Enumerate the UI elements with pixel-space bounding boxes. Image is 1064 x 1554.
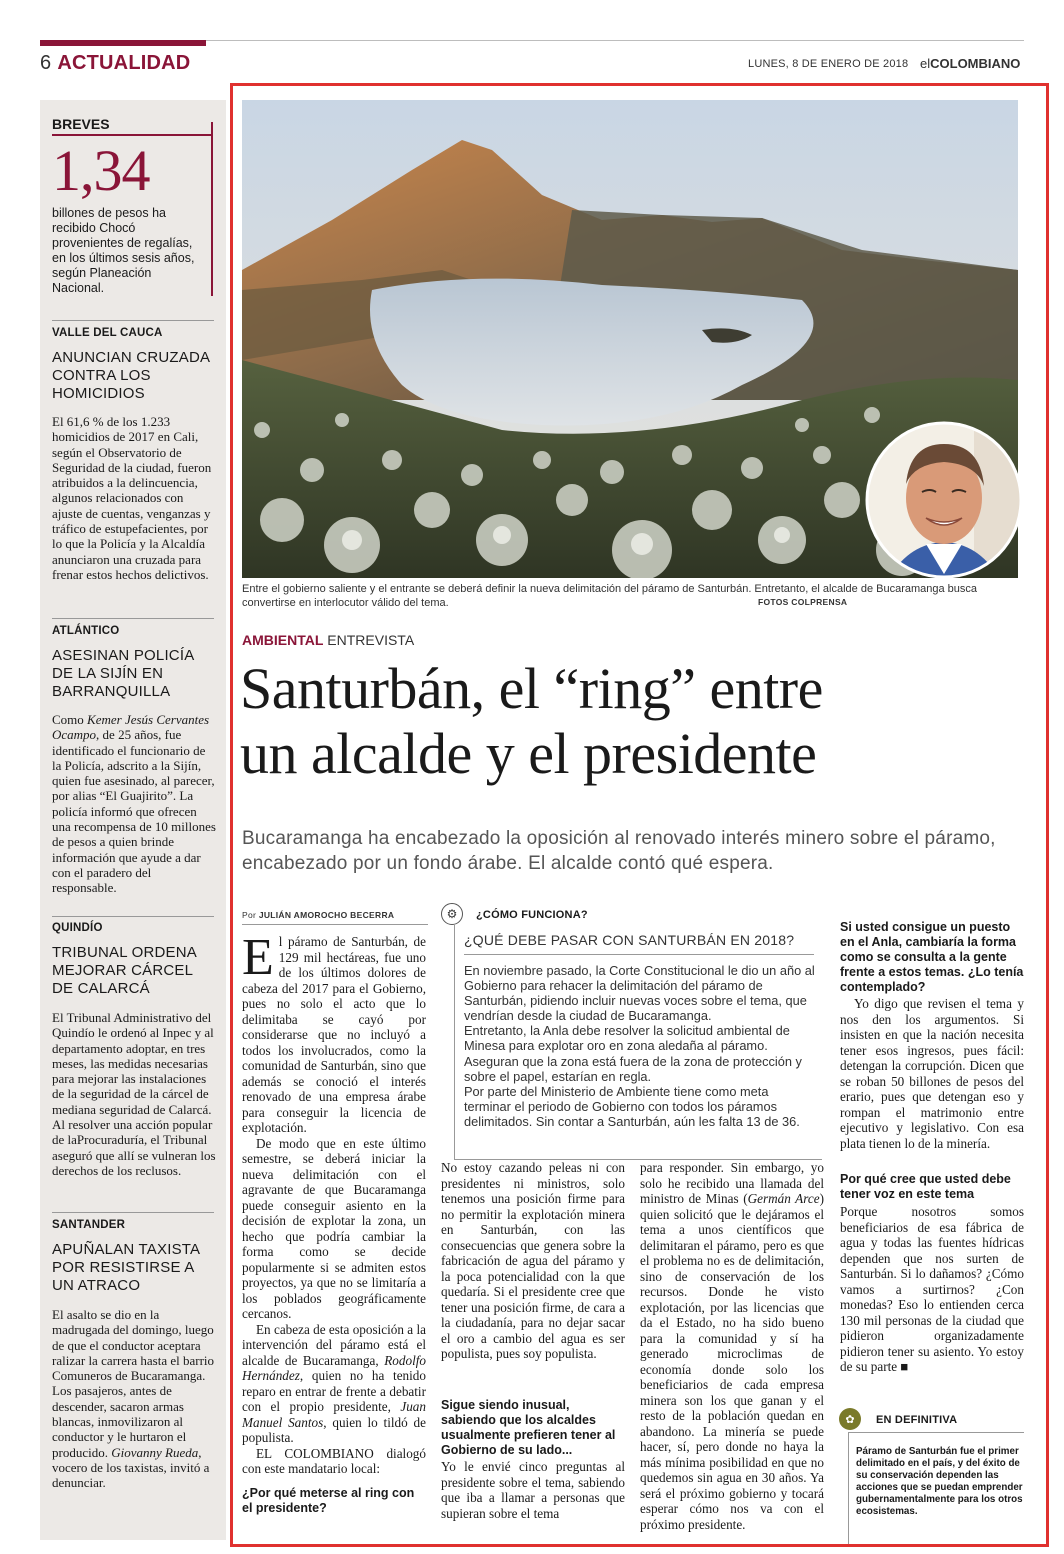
breves-vertical-rule xyxy=(211,122,213,296)
byline-rule xyxy=(242,924,428,925)
article-column-4-cont xyxy=(840,1204,1024,1375)
kicker-type: ENTREVISTA xyxy=(327,632,415,648)
section-label xyxy=(40,52,190,75)
paragraph-text: , quien no ha tenido reparo en entrar de frente a debatir con el propio presidente, xyxy=(242,1368,426,1414)
article-subhead: Bucaramanga ha encabezado la oposición al renovado interés minero sobre el páramo, encabezado por un fondo árabe. El alcalde contó qué espera. xyxy=(242,828,996,874)
breves-title: BREVES xyxy=(52,116,110,132)
issue-date: LUNES, 8 DE ENERO DE 2018 xyxy=(748,58,909,70)
paragraph-text: l páramo de Santurbán, de 129 mil hectáreas, fue uno de los últimos dolores de cabeza del 2017 para el Gobierno, pues no solo el acto que lo delimitaba se cayó por considerarse que no incluyó a todos los involucrados, como la comunidad de Santurbán, sino que además se conoció el interés renovado de una empresa árabe para conseguir la licencia de explotación. xyxy=(242,934,426,1135)
article-paragraph: EL COLOMBIANO dialogó con este mandatario local: xyxy=(242,1445,426,1476)
paragraph-text: ) quien solicitó que le dejáramos el tema a unos científicos que delimitaran el páramo, pero es que el problema no es de delimitación, sino de conservación de los recursos. Donde he visto explotación, por las licencias que da el Estado, no ha sido bueno para la comunidad y sí ha generado microclimas de economía donde solo los beneficiarios de cada empresa minera son los que ganan y el resto de la población quedan en abandono. La minería se puede hacer, sí, pero donde no haya la más mínima posibilidad en que no quedemos sin agua en 30 años. Ya será el próximo gobierno y tocará esperar cómo nos va con el próximo presidente. xyxy=(640,1191,824,1532)
breves-big-number-text: billones de pesos ha recibido Chocó provenientes de regalías, en los últimos sesis años, según Planeación Nacional. xyxy=(52,206,195,295)
dropcap: E xyxy=(242,929,274,986)
sidebar-divider xyxy=(52,916,214,917)
section-accent-bar xyxy=(40,40,206,46)
portrait-illustration xyxy=(864,414,1020,588)
brief-region: ATLÁNTICO xyxy=(52,625,120,637)
how-box-paragraph: Entretanto, la Anla debe resolver la solicitud ambiental de Minesa para explotar oro en zona aledaña al páramo. Aseguran que la zona está fuera de la zona de protección y sobre el papel, estarían en regla. xyxy=(464,1023,802,1084)
article-paragraph: Yo le envié cinco preguntas al presidente sobre el tema, sabiendo que iba a llamar a personas que supieran sobre el tema xyxy=(441,1459,625,1521)
paper-name xyxy=(920,56,1020,71)
gears-icon: ⚙ xyxy=(441,903,463,925)
brief-body-text: , de 25 años, fue identificado el funcionario de la Policía, adscrito a la Sijín, quien fue asesinado, al parecer, por alias “El Guajirito”. La policía informó que ofrecen una recompensa de 10 millones de pesos a quien brinde información que ayude a dar con el paradero del responsable. xyxy=(52,727,216,896)
article-headline xyxy=(240,656,1020,786)
brief-region: SANTANDER xyxy=(52,1219,126,1231)
paragraph-text: En cabeza de esta oposición a la intervención del páramo está el alcalde de Bucaramanga, xyxy=(242,1321,426,1368)
interview-question: ¿Por qué meterse al ring con el presidente? xyxy=(242,1486,415,1515)
article-paragraph xyxy=(640,1160,824,1532)
dots-flower-icon: ✿ xyxy=(839,1408,861,1430)
def-box-vertical-rule xyxy=(848,1432,849,1544)
brief-headline: APUÑALAN TAXISTA POR RESISTIRSE A UN ATRACO xyxy=(52,1241,200,1294)
photo-credit: FOTOS COLPRENSA xyxy=(758,597,848,607)
article-column-1 xyxy=(242,929,426,1477)
breves-rule xyxy=(52,134,212,136)
brief-region: VALLE DEL CAUCA xyxy=(52,327,163,339)
interview-question: Sigue siendo inusual, sabiendo que los alcaldes usualmente prefieren tener al Gobierno de su lado... xyxy=(441,1398,616,1457)
breves-big-number: 1,34 xyxy=(52,138,150,203)
person-name: Rodolfo Hernández xyxy=(242,1352,426,1383)
brief-body-text: Como xyxy=(52,712,88,727)
article-column-3 xyxy=(640,1160,824,1532)
paragraph-text: para responder. Sin embargo, yo solo he recibido una llamada del ministro de Minas ( xyxy=(640,1160,824,1206)
article-column-4 xyxy=(840,996,1024,1151)
interview-question: Si usted consigue un puesto en el Anla, cambiaría la forma como se consulta a la gente frente a estos temas. ¿Lo tenía contemplado? xyxy=(840,920,1024,994)
sidebar-divider xyxy=(52,618,214,619)
section-name: ACTUALIDAD xyxy=(57,52,191,74)
brief-body-name: Giovanny Rueda xyxy=(111,1444,199,1460)
brief-body: El 61,6 % de los 1.233 homicidios de 2017 en Cali, según el Observatorio de Seguridad de la ciudad, fueron atribuidos a la delincuencia, algunos relacionados con ajuste de cuentas, venganzas y tráfico de estupefacientes, por lo que la Policía y la Alcaldía anunciaron una cruzada para frenar estos hechos delictivos. xyxy=(52,414,212,582)
article-paragraph: No estoy cazando peleas ni con presidentes ni ministros, solo tenemos una posición firme para no permitir la explotación minera en Santurbán, con las consecuencias que genera sobre la fabricación de agua del páramo y la poca potencialidad con la que quedaría. Si el presidente cree que tener una posición firme, de cara a la ciudadanía, para no dejar sacar el oro a cambio del agua es ser populista, pues soy populista. xyxy=(441,1160,625,1361)
mayor-portrait xyxy=(864,414,1020,588)
article-paragraph xyxy=(840,1204,1024,1375)
brief-body: El Tribunal Administrativo del Quindío le ordenó al Inpec y al departamento adoptar, en tres meses, las medidas necesarias para mejorar las instalaciones de la seguridad de la cárcel de mediana seguridad de Calarcá. Al resolver una acción popular de laProcuraduría, el Tribunal aseguró que allí se vulneran los derechos de los reclusos. xyxy=(52,1010,216,1178)
how-box-title: ¿QUÉ DEBE PASAR CON SANTURBÁN EN 2018? xyxy=(464,932,795,948)
paragraph-text: , quien lo tildó de populista. xyxy=(242,1414,426,1445)
kicker-category: AMBIENTAL xyxy=(242,632,324,648)
article-paragraph: De modo que en este último semestre, se deberá iniciar la nueva delimitación con el agravante de que Bucaramanga puede conseguir asiento en la decisión de explotar la zona, un hecho que podría cambiar la forma como se decide popularmente si se admiten estos proyectos, ya que no se limitaría a los poblados geográficamente cercanos. xyxy=(242,1135,426,1321)
brief-body-name: Kemer Jesús Cervantes Ocampo xyxy=(52,712,210,743)
brief-region: QUINDÍO xyxy=(52,922,103,934)
brief-body xyxy=(52,712,216,896)
how-box-paragraph: Por parte del Ministerio de Ambiente tiene como meta terminar el periodo de Gobierno con todos los páramos delimitados. Sin contar a Santurbán, aún les falta 13 de 36. xyxy=(464,1083,800,1129)
article-column-2 xyxy=(441,1160,625,1362)
byline-author: JULIÁN AMOROCHO BECERRA xyxy=(258,910,395,920)
article-paragraph xyxy=(242,929,426,1136)
brief-body-text: El asalto se dio en la madrugada del domingo, luego de que el conductor aceptara ralizar la carrera hasta el barrio Comuneros de Bucaramanga. Los pasajeros, antes de descender, sacaron armas blancas, inmovilizaron al conductor y le hurtaron el producido. xyxy=(52,1307,215,1460)
sidebar-divider xyxy=(52,320,214,321)
brief-body xyxy=(52,1307,216,1491)
paragraph-text: Porque nosotros somos beneficiarios de esa fábrica de agua y todas las fuentes hídricas dependen que nos surten de Santurbán. Si lo dañamos? ¿Cómo vamos a surtirnos? ¿Con monedas? Eso lo entienden cerca 130 mil personas de la ciudad que pidieron organizadamente pidieron tener su asiento. Yo estoy de su parte xyxy=(840,1204,1024,1374)
headline-line: un alcalde y el presidente xyxy=(240,721,817,786)
end-mark: ■ xyxy=(900,1359,909,1374)
brief-body-text: , vocero de los taxistas, invitó a denunciar. xyxy=(52,1444,210,1491)
article-paragraph xyxy=(242,1322,426,1446)
paper-name-prefix: el xyxy=(920,56,931,71)
article-column-2-cont xyxy=(441,1459,625,1521)
sidebar-divider xyxy=(52,1212,214,1213)
byline xyxy=(242,910,394,920)
brief-headline: TRIBUNAL ORDENA MEJORAR CÁRCEL DE CALARCÁ xyxy=(52,944,197,997)
person-name: Juan Manuel Santos xyxy=(242,1399,426,1430)
paper-name-main: COLOMBIANO xyxy=(930,56,1021,71)
breves-sidebar xyxy=(40,100,226,1540)
how-box-paragraph: En noviembre pasado, la Corte Constitucional le dio un año al Gobierno para rehacer la delimitación del páramo de Santurbán, pidiendo incluir nuevas voces sobre el tema, que vendrían desde la ciudad de Bucaramanga. xyxy=(464,963,815,1024)
how-box-label: ¿CÓMO FUNCIONA? xyxy=(476,909,588,921)
person-name: Germán Arce xyxy=(747,1191,820,1206)
def-box-text: Páramo de Santurbán fue el primer delimitado en el país, y del éxito de su conservación dependen las acciones que se puedan emprender gubernamentalmente para los otros ecosistemas. xyxy=(856,1446,1023,1517)
def-box-rule xyxy=(848,1432,1024,1433)
byline-prefix: Por xyxy=(242,910,257,920)
brief-headline: ASESINAN POLICÍA DE LA SIJÍN EN BARRANQUILLA xyxy=(52,647,194,700)
interview-question: Por qué cree que usted debe tener voz en este tema xyxy=(840,1172,1011,1201)
brief-headline: ANUNCIAN CRUZADA CONTRA LOS HOMICIDIOS xyxy=(52,349,210,402)
how-box-text xyxy=(464,963,816,1129)
def-box-label: EN DEFINITIVA xyxy=(876,1414,958,1426)
article-paragraph: Yo digo que revisen el tema y nos den los argumentos. Si insisten en que la nación necesita tener esos ingresos, pues fácil: detengan la corrupción. Dicen que se roban 50 billones de pesos del erario, pues que detengan eso y rompan el matrimonio entre ejecutivo y legislativo. Con esa plata tienen lo de la minería. xyxy=(840,996,1024,1151)
headline-line: Santurbán, el “ring” entre xyxy=(240,656,823,721)
article-kicker xyxy=(242,632,414,648)
how-box-rule xyxy=(464,954,814,955)
page-number: 6 xyxy=(40,52,52,74)
photo-caption: Entre el gobierno saliente y el entrante se deberá definir la nueva delimitación del páramo de Santurbán. Entretanto, el alcalde de Bucaramanga busca convertirse en interlocutor válido del tema. xyxy=(242,583,978,609)
